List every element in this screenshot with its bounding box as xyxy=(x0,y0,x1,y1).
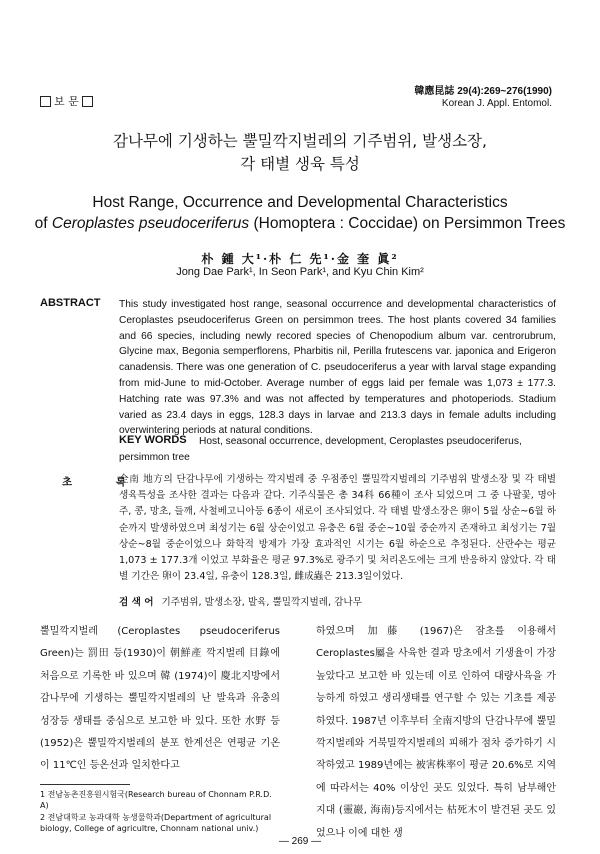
english-title-pre: of xyxy=(34,215,52,232)
page-number: — 269 — xyxy=(278,836,322,847)
english-title-post: (Homoptera : Coccidae) on Persimmon Trees xyxy=(249,215,566,232)
journal-citation xyxy=(414,86,552,110)
english-title xyxy=(0,192,600,234)
korean-title-line1: 감나무에 기생하는 뿔밀깍지벌레의 기주범위, 발생소장, xyxy=(113,132,487,150)
korean-summary-text: 全南 地方의 단감나무에 기생하는 깍지벌레 중 우점종인 뿔밀깍지벌레의 기주범위 발생소장 및 각 태별 생육특성을 조사한 결과는 다음과 같다. 기주식물은 총 34科 66種이 조사 되었으며 그 중 나팔꽃, 명아주, 콩, 망초, 들깨, 사철베고니아등 6종이 새로이 조사되었다. 각 태별 발생소장은 卵이 5월 상순~6월 하순까지 발생하였으며 최성기는 6월 상순이었고 유충은 6월 중순~10월 중순까지 존재하고 최성기는 7월 상순~8월 중순이었으나 화학적 방제가 가장 효과적인 시기는 6월 하순으로 추정된다. 산란수는 평균 1,073 ± 177.3개 이었고 부화율은 평균 97.3%로 광주기 및 처리온도에는 크게 반응하지 않았다. 각 태별 기간은 卵이 23.4일, 유충이 128.3일, 雌成蟲은 213.3일이었다. xyxy=(119,474,556,583)
article-type-tag xyxy=(40,93,93,109)
article-type-label: 보 문 xyxy=(54,95,79,108)
species-name: Ceroplastes pseudoceriferus xyxy=(51,215,250,232)
footnote-2: 2 전남대학교 농과대학 농생물학과(Department of agricultural biology, College of agricultre, Chonnam national univ.) xyxy=(40,813,272,833)
english-title-line2 xyxy=(0,213,600,234)
abstract-text: This study investigated host range, seasonal occurrence and developmental characteristics of Ceroplastes pseudoceriferus Green on persimmon trees. The host plants covered 34 families and 66 species, including newly recored species of Chenopodium album var. centrorubrum, Glycine max, Begonia semperflorens, Pharbitis nil, Perilla frutescens var. japonica and Erigeron canadensis. There was one generation of C. pseudoceriferus a year with larval stage expanding from mid-June to mid-October. Average number of eggs laid per female was 1,073 ± 177.3. Hatching rate was 97.3% and was not affected by temperatures and photoperiods. Stadium varied as 23.4 days in eggs, 128.3 days in larvae and 213.3 days in female adults including overwintering periods at natural conditions. xyxy=(119,299,556,437)
checkbox-square-icon xyxy=(40,96,51,107)
keywords-text: Host, seasonal occurrence, development, Ceroplastes pseudoceriferus, persimmon tree xyxy=(119,436,522,463)
footnote-1: 1 전남농촌진흥원시험국(Research bureau of Chonnam P.R.D. A) xyxy=(40,790,272,810)
footnotes xyxy=(40,789,280,835)
keywords-label: KEY WORDS xyxy=(119,434,187,446)
abstract-label: ABSTRACT xyxy=(40,297,101,309)
korean-title-line2: 각 태별 생육 특성 xyxy=(240,155,360,173)
authors-korean: 朴 鍾 大¹·朴 仁 先¹·金 奎 眞² xyxy=(201,252,399,266)
body-right-column: 하였으며 加藤 (1967)은 잠초를 이용해서 Ceroplastes屬을 사육한 결과 망초에서 기생율이 가장 높았다고 보고한 바 있는데 이로 인하여 대량사육을 가능하게 하였고 생리생태를 연구할 수 있는 기초를 제공하였다. 1987년 이후부터 全南지방의 단감나무에 뿔밀깍지벌레와 거북밀깍지벌레의 피해가 점차 증가하기 시작하였고 1989년에는 被害株率이 평균 20.6%로 지역에 따라서는 40% 이상인 곳도 있었다. 특히 남부해안지대 (靈巖, 海南)등지에서는 枯死木이 발견된 곳도 있었으나 이에 대한 생 xyxy=(316,626,556,839)
journal-line-english: Korean J. Appl. Entomol. xyxy=(441,98,552,109)
korean-keywords-label: 검 색 어 xyxy=(119,597,154,608)
korean-title xyxy=(0,130,600,176)
authors-english: Jong Dae Park¹, In Seon Park¹, and Kyu Chin Kim² xyxy=(176,266,424,278)
footnote-divider xyxy=(40,784,130,785)
korean-keywords-text: 기주범위, 발생소장, 발육, 뿔밀깍지벌레, 감나무 xyxy=(161,597,362,608)
korean-summary-label: 초 록 xyxy=(62,476,146,488)
korean-keywords xyxy=(119,594,362,608)
body-left-column: 뿔밀깍지벌레 (Ceroplastes pseudoceriferus Green)는 罰田 등(1930)이 朝鮮產 깍지벌레 目錄에 처음으로 기록한 바 있으며 韓 (1974)이 慶北지방에서 감나무에 기생하는 뿔밀깍지벌레의 난 발육과 유충의 성장등 생태를 중심으로 보고한 바 있다. 또한 水野 등 (1952)은 뿔밀깍지벌레의 분포 한계선은 연평균 기온이 11℃인 등온선과 일치한다고 xyxy=(40,626,280,772)
english-title-line1: Host Range, Occurrence and Developmental Characteristics xyxy=(92,194,508,211)
checkbox-square-icon xyxy=(82,96,93,107)
journal-line-korean: 韓應昆誌 29(4):269~276(1990) xyxy=(414,86,552,97)
